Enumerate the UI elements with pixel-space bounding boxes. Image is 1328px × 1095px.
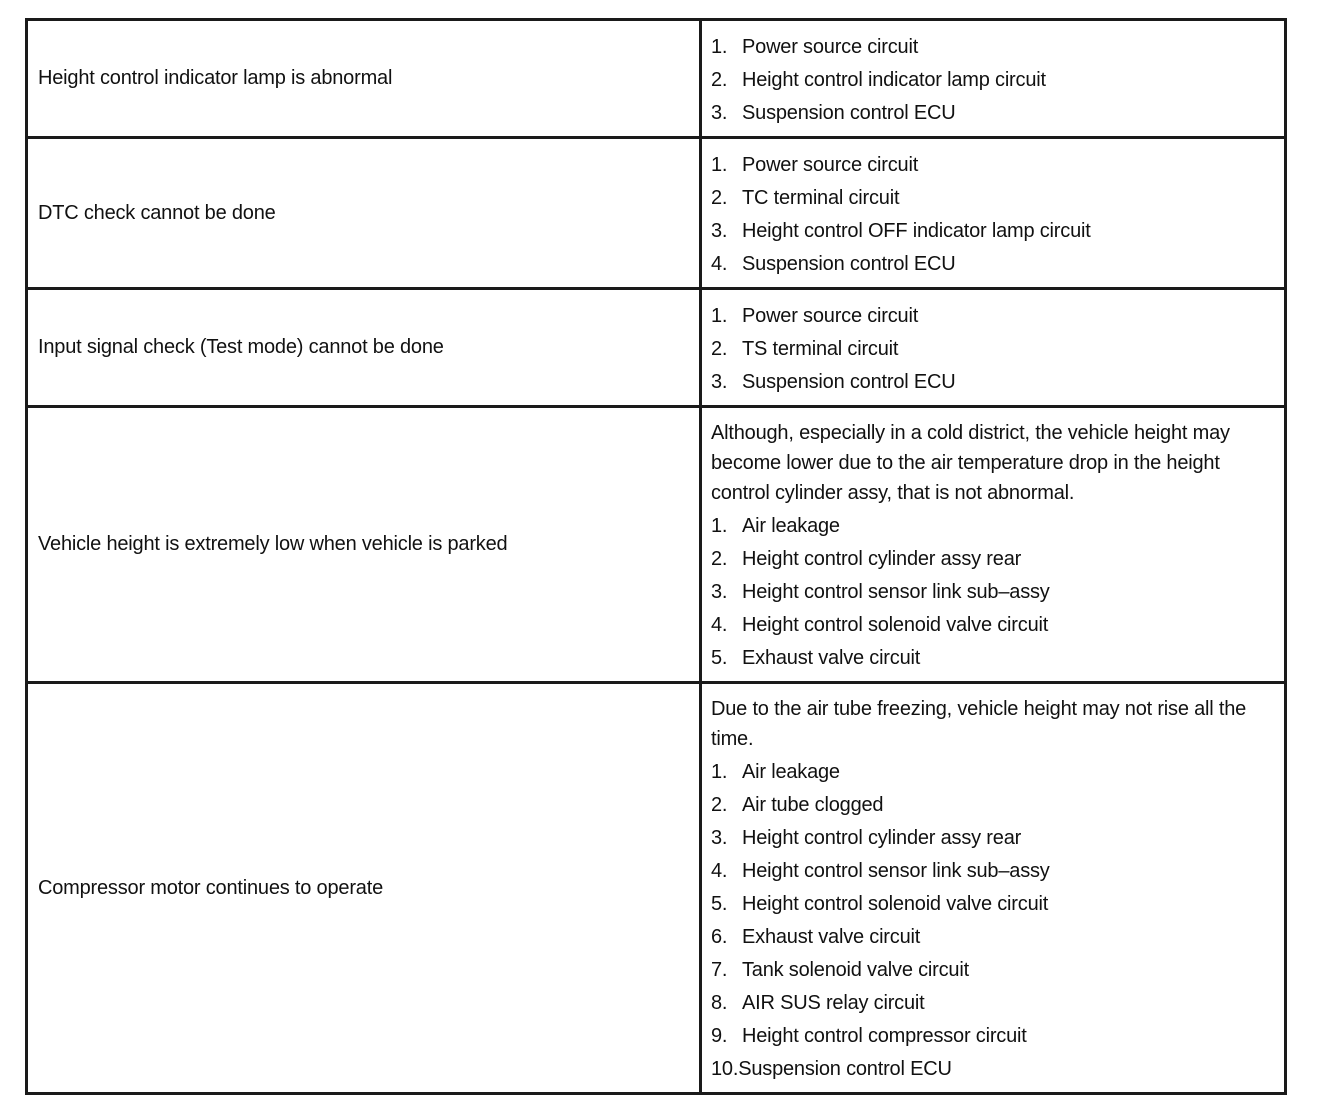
item-text: Height control compressor circuit — [742, 1025, 1027, 1047]
item-text: Height control cylinder assy rear — [742, 827, 1022, 849]
item-text: Air tube clogged — [742, 794, 884, 816]
list-item — [711, 822, 1276, 855]
item-text: Power source circuit — [742, 154, 919, 176]
symptom-cell — [27, 138, 701, 289]
item-number: 3. — [711, 220, 728, 242]
list-item — [711, 756, 1276, 789]
list-item — [711, 609, 1276, 642]
symptom-cell — [27, 20, 701, 138]
list-item — [711, 855, 1276, 888]
list-item — [711, 333, 1276, 366]
table-row — [27, 20, 1286, 138]
item-number: 10. — [711, 1058, 739, 1080]
item-text: Suspension control ECU — [742, 102, 956, 124]
item-number: 3. — [711, 102, 728, 124]
item-text: AIR SUS relay circuit — [742, 992, 925, 1014]
item-text: Height control sensor link sub–assy — [742, 860, 1050, 882]
list-item — [711, 31, 1276, 64]
table-row — [27, 289, 1286, 407]
item-number: 5. — [711, 893, 728, 915]
list-item — [711, 97, 1276, 130]
item-number: 2. — [711, 548, 728, 570]
item-number: 1. — [711, 154, 728, 176]
item-number: 5. — [711, 647, 728, 669]
item-text: Exhaust valve circuit — [742, 926, 921, 948]
symptom-text: DTC check cannot be done — [38, 201, 276, 224]
list-item — [711, 921, 1276, 954]
item-text: TC terminal circuit — [742, 187, 900, 209]
list-item — [711, 576, 1276, 609]
table-row — [27, 138, 1286, 289]
causes-cell — [701, 407, 1286, 683]
item-text: Power source circuit — [742, 36, 919, 58]
list-item — [711, 888, 1276, 921]
item-number: 8. — [711, 992, 728, 1014]
symptom-cell — [27, 683, 701, 1094]
item-text: Air leakage — [742, 515, 840, 537]
list-item — [711, 642, 1276, 675]
item-number: 4. — [711, 253, 728, 275]
item-number: 4. — [711, 614, 728, 636]
list-item — [711, 182, 1276, 215]
item-text: Air leakage — [742, 761, 840, 783]
item-number: 4. — [711, 860, 728, 882]
item-number: 2. — [711, 338, 728, 360]
list-item — [711, 1053, 1276, 1086]
list-item — [711, 64, 1276, 97]
item-number: 6. — [711, 926, 728, 948]
list-item — [711, 543, 1276, 576]
cause-note: Due to the air tube freezing, vehicle height may not rise all the time. — [711, 698, 1247, 750]
table-row — [27, 407, 1286, 683]
item-text: Tank solenoid valve circuit — [742, 959, 969, 981]
item-number: 3. — [711, 581, 728, 603]
symptom-text: Compressor motor continues to operate — [38, 876, 383, 899]
item-text: Suspension control ECU — [738, 1058, 952, 1080]
item-text: TS terminal circuit — [742, 338, 899, 360]
item-text: Exhaust valve circuit — [742, 647, 921, 669]
item-number: 7. — [711, 959, 728, 981]
item-text: Suspension control ECU — [742, 253, 956, 275]
list-item — [711, 1020, 1276, 1053]
table-row — [27, 683, 1286, 1094]
item-number: 9. — [711, 1025, 728, 1047]
item-text: Height control solenoid valve circuit — [742, 614, 1049, 636]
symptom-cell — [27, 407, 701, 683]
causes-cell — [701, 20, 1286, 138]
cause-note: Although, especially in a cold district, the vehicle height may become lower due to the air temperature drop in the height control cylinder assy, that is not abnormal. — [711, 422, 1230, 504]
list-item — [711, 215, 1276, 248]
item-number: 1. — [711, 761, 728, 783]
item-text: Height control solenoid valve circuit — [742, 893, 1049, 915]
item-text: Suspension control ECU — [742, 371, 956, 393]
list-item — [711, 789, 1276, 822]
causes-cell — [701, 289, 1286, 407]
symptom-text: Height control indicator lamp is abnormal — [38, 67, 393, 89]
item-number: 2. — [711, 187, 728, 209]
symptom-cell — [27, 289, 701, 407]
item-number: 1. — [711, 36, 728, 58]
symptom-text: Vehicle height is extremely low when vehicle is parked — [38, 533, 508, 555]
list-item — [711, 300, 1276, 333]
item-number: 2. — [711, 794, 728, 816]
item-text: Height control indicator lamp circuit — [742, 69, 1046, 91]
list-item — [711, 954, 1276, 987]
item-text: Power source circuit — [742, 305, 919, 327]
symptom-text: Input signal check (Test mode) cannot be done — [38, 336, 444, 358]
item-text: Height control OFF indicator lamp circuit — [742, 220, 1091, 242]
item-text: Height control cylinder assy rear — [742, 548, 1022, 570]
causes-cell — [701, 138, 1286, 289]
item-number: 3. — [711, 827, 728, 849]
item-number: 1. — [711, 305, 728, 327]
list-item — [711, 510, 1276, 543]
item-number: 3. — [711, 371, 728, 393]
list-item — [711, 987, 1276, 1020]
troubleshooting-table — [25, 18, 1287, 1095]
list-item — [711, 366, 1276, 399]
list-item — [711, 149, 1276, 182]
item-number: 1. — [711, 515, 728, 537]
item-text: Height control sensor link sub–assy — [742, 581, 1050, 603]
list-item — [711, 248, 1276, 281]
causes-cell — [701, 683, 1286, 1094]
item-number: 2. — [711, 69, 728, 91]
